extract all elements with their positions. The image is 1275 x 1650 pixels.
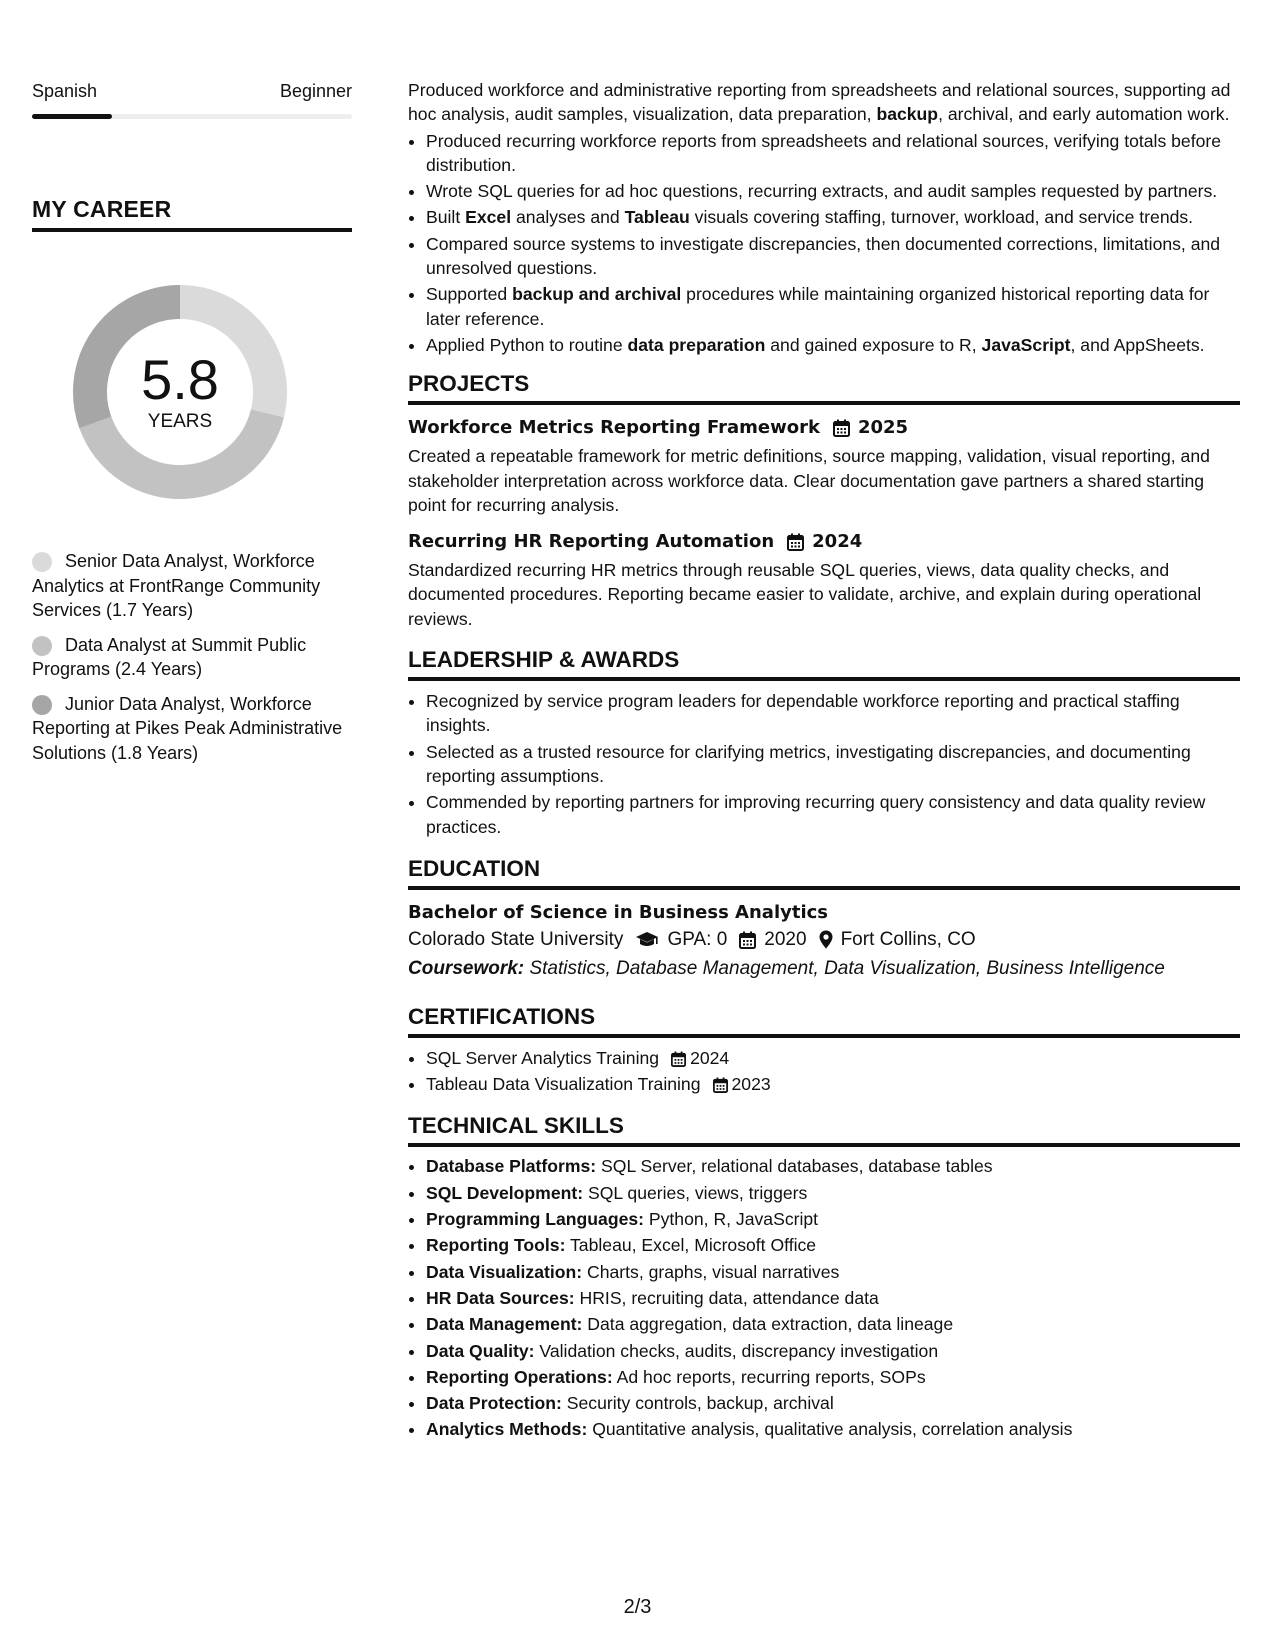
- calendar-icon: [671, 1051, 686, 1067]
- legend-label: Data Analyst at Summit Public Programs (2.4 Years): [32, 634, 307, 679]
- summary-text-end: , archival, and early automation work.: [938, 104, 1230, 125]
- experience-bullet: • Supported backup and archival procedures while maintaining organized historical reporting data for later reference.: [426, 282, 1240, 331]
- education-coursework: [408, 954, 1240, 984]
- career-total-years: 5.8: [141, 348, 219, 411]
- skills-heading: TECHNICAL SKILLS: [408, 1113, 1240, 1147]
- legend-item: [13, 633, 352, 682]
- project-year: 2024: [812, 531, 863, 553]
- language-proficiency-bar: [32, 114, 352, 119]
- certifications-list: [408, 1046, 1240, 1097]
- project-item: [408, 415, 1240, 517]
- project-title-row: [408, 529, 1240, 555]
- leadership-item: • Recognized by service program leaders for dependable workforce reporting and practical staffing insights.: [426, 689, 1240, 738]
- skill-item: • Data Visualization: Charts, graphs, visual narratives: [426, 1260, 1240, 1284]
- certification-year: 2023: [731, 1074, 771, 1095]
- legend-item: [13, 692, 352, 766]
- project-year: 2025: [857, 417, 909, 439]
- page-number: 2/3: [623, 1596, 652, 1618]
- project-item: [408, 529, 1240, 631]
- education-heading: EDUCATION: [408, 856, 1240, 890]
- leadership-heading: LEADERSHIP & AWARDS: [408, 647, 1240, 681]
- skill-item: • Programming Languages: Python, R, JavaScript: [426, 1207, 1240, 1231]
- skill-item: • HR Data Sources: HRIS, recruiting data, attendance data: [426, 1286, 1240, 1310]
- certification-year: 2024: [690, 1047, 730, 1068]
- calendar-icon: [833, 419, 850, 437]
- legend-dot: [32, 636, 52, 656]
- legend-label: Senior Data Analyst, Workforce Analytics at FrontRange Community Services (1.7 Years): [32, 551, 321, 620]
- leadership-list: [408, 689, 1240, 839]
- certification-name: SQL Server Analytics Training: [426, 1047, 660, 1068]
- legend-item: [13, 549, 352, 623]
- experience-bullet: • Produced recurring workforce reports from spreadsheets and relational sources, verifying totals before distribution.: [426, 129, 1240, 178]
- calendar-icon: [713, 1077, 728, 1093]
- skill-item: • Data Quality: Validation checks, audits, discrepancy investigation: [426, 1339, 1240, 1363]
- skill-item: • Reporting Tools: Tableau, Excel, Microsoft Office: [426, 1233, 1240, 1257]
- language-level: Beginner: [279, 81, 352, 101]
- skills-list: [408, 1154, 1240, 1441]
- project-title-row: [408, 415, 1240, 441]
- skill-item: • Reporting Operations: Ad hoc reports, recurring reports, SOPs: [426, 1365, 1240, 1389]
- experience-bullet: • Built Excel analyses and Tableau visuals covering staffing, turnover, workload, and service trends.: [426, 205, 1240, 229]
- experience-bullets: [408, 129, 1240, 358]
- experience-bullet: • Applied Python to routine data preparation and gained exposure to R, JavaScript, and AppSheets.: [426, 333, 1240, 357]
- language-proficiency-fill: [32, 114, 112, 119]
- project-description: Created a repeatable framework for metric definitions, source mapping, validation, visual reporting, and stakeholder interpretation across workforce data. Clear documentation gave partners a shared starting point for recurring analysis.: [408, 446, 1210, 515]
- main-content: [408, 78, 1240, 1444]
- certifications-heading: CERTIFICATIONS: [408, 1004, 1240, 1038]
- skill-item: • Data Protection: Security controls, backup, archival: [426, 1391, 1240, 1415]
- education-details: [408, 926, 1240, 954]
- certification-name: Tableau Data Visualization Training: [426, 1074, 701, 1095]
- education-location: Fort Collins, CO: [840, 928, 976, 950]
- donut-center: [65, 277, 295, 507]
- education-gpa: GPA: 0: [667, 928, 728, 950]
- career-donut-chart: [65, 277, 295, 507]
- language-row: [32, 80, 352, 102]
- language-name: Spanish: [32, 81, 98, 101]
- leadership-item: • Commended by reporting partners for improving recurring query consistency and data quality review practices.: [426, 790, 1240, 839]
- experience-summary: [408, 78, 1240, 127]
- sidebar: [32, 80, 352, 775]
- education-year: 2020: [764, 928, 807, 950]
- career-legend: [32, 549, 352, 765]
- education-school: Colorado State University: [408, 928, 624, 950]
- project-title: Workforce Metrics Reporting Framework: [408, 417, 820, 439]
- leadership-item: • Selected as a trusted resource for clarifying metrics, investigating discrepancies, and documenting reporting assumptions.: [426, 740, 1240, 789]
- skill-item: • Database Platforms: SQL Server, relational databases, database tables: [426, 1154, 1240, 1178]
- summary-text: Produced workforce and administrative reporting from spreadsheets and relational sources, supporting ad hoc analysis, audit samples, visualization, data preparation,: [408, 80, 1231, 125]
- graduation-cap-icon: [635, 931, 659, 949]
- skill-item: • Analytics Methods: Quantitative analysis, qualitative analysis, correlation analysis: [426, 1417, 1240, 1441]
- coursework-label: Coursework:: [408, 957, 525, 979]
- legend-dot: [32, 552, 52, 572]
- certification-item: [426, 1072, 1240, 1096]
- location-pin-icon: [819, 930, 833, 949]
- calendar-icon: [739, 931, 756, 949]
- experience-bullet: • Wrote SQL queries for ad hoc questions, recurring extracts, and audit samples requested by partners.: [426, 179, 1240, 203]
- skill-item: • SQL Development: SQL queries, views, triggers: [426, 1181, 1240, 1205]
- project-description: Standardized recurring HR metrics through reusable SQL queries, views, data quality checks, and documented procedures. Reporting became easier to validate, archive, and explain during operational reviews.: [408, 560, 1202, 629]
- coursework-list: Statistics, Database Management, Data Visualization, Business Intelligence: [524, 957, 1165, 979]
- legend-dot: [32, 695, 52, 715]
- experience-bullet: • Compared source systems to investigate discrepancies, then documented corrections, limitations, and unresolved questions.: [426, 232, 1240, 281]
- certification-item: [426, 1046, 1240, 1070]
- calendar-icon: [787, 533, 804, 551]
- career-total-unit: YEARS: [147, 411, 213, 432]
- legend-label: Junior Data Analyst, Workforce Reporting at Pikes Peak Administrative Solutions (1.8 Years): [32, 693, 343, 763]
- projects-heading: PROJECTS: [408, 371, 1240, 405]
- career-heading: MY CAREER: [32, 196, 352, 232]
- education-degree: Bachelor of Science in Business Analytics: [408, 901, 829, 923]
- project-title: Recurring HR Reporting Automation: [408, 531, 775, 553]
- summary-bold: backup: [876, 104, 939, 125]
- skill-item: • Data Management: Data aggregation, data extraction, data lineage: [426, 1312, 1240, 1336]
